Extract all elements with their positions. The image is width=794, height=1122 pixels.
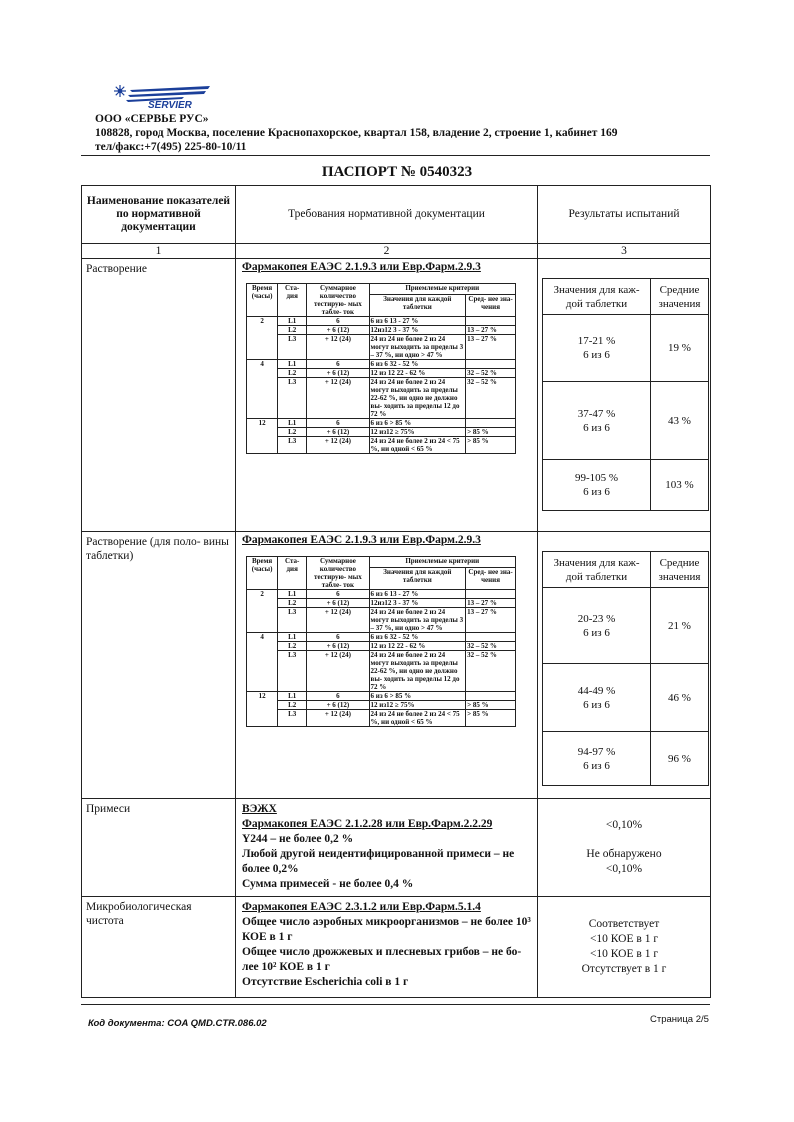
criteria-total: + 6 (12) [307, 599, 369, 608]
company-address: 108828, город Москва, поселение Краснопахорское, квартал 158, владение 2, строение 1, кабинет 169 [95, 127, 618, 139]
criteria-mean [466, 360, 516, 369]
criteria-row [247, 701, 516, 710]
criteria-total: + 12 (24) [307, 335, 369, 360]
criteria-row [247, 692, 516, 701]
criteria-row [247, 428, 516, 437]
page-number: Страница 2/5 [650, 1014, 709, 1025]
criteria-stage: L3 [278, 335, 307, 360]
dissolution-results-table [542, 278, 709, 511]
criteria-time: 4 [247, 633, 278, 692]
result-each-value: 44-49 % 6 из 6 [543, 664, 651, 732]
result-mean-value: 103 % [651, 460, 709, 511]
dissolution-results [538, 259, 711, 532]
criteria-each: 12 из 12 22 - 62 % [369, 369, 466, 378]
header-divider [81, 155, 710, 156]
criteria-row [247, 590, 516, 599]
criteria-mean: > 85 % [466, 437, 516, 454]
criteria-stage: L2 [278, 599, 307, 608]
row-microbiology [82, 897, 711, 998]
micro-result-4: Отсутствует в 1 г [581, 963, 667, 975]
result-each-value: 99-105 % 6 из 6 [543, 460, 651, 511]
crit-header-each: Значения для каждой таблетки [369, 568, 466, 590]
criteria-each: 12из12 3 - 37 % [369, 326, 466, 335]
document-title: ПАСПОРТ № 0540323 [321, 164, 473, 180]
criteria-stage: L2 [278, 701, 307, 710]
criteria-row [247, 608, 516, 633]
impurities-method: ВЭЖХ [242, 803, 277, 815]
crit-header-stage: Ста- дия [278, 557, 307, 590]
res-header-mean: Средние значения [651, 552, 709, 588]
footer-divider [81, 1004, 710, 1005]
criteria-total: + 6 (12) [307, 369, 369, 378]
criteria-each: 24 из 24 не более 2 из 24 < 75 %, ни одной < 65 % [369, 437, 466, 454]
dissolution-norm: Фармакопея ЕАЭС 2.1.9.3 или Евр.Фарм.2.9.3 [242, 261, 481, 273]
criteria-row [247, 317, 516, 326]
criteria-time: 2 [247, 317, 278, 360]
criteria-mean [466, 419, 516, 428]
crit-header-total: Суммарное количество тестирую- мых табле- ток [307, 557, 369, 590]
col-number-1: 1 [82, 244, 236, 259]
impurities-results [538, 799, 711, 897]
criteria-mean: 13 – 27 % [466, 608, 516, 633]
criteria-mean: 32 – 52 % [466, 651, 516, 692]
micro-results [538, 897, 711, 998]
passport-table [81, 185, 711, 998]
impurities-result-1: <0,10% [605, 819, 643, 831]
criteria-total: + 12 (24) [307, 437, 369, 454]
micro-requirements [236, 897, 538, 998]
impurities-result-3: <0,10% [605, 863, 643, 875]
micro-result-2: <10 КОЕ в 1 г [589, 933, 659, 945]
impurities-result-2: Не обнаружено [586, 848, 662, 860]
criteria-row [247, 633, 516, 642]
criteria-mean: > 85 % [466, 428, 516, 437]
criteria-each: 6 из 6 > 85 % [369, 419, 466, 428]
document-code: Код документа: COA QMD.CTR.086.02 [88, 1018, 267, 1029]
criteria-stage: L1 [278, 360, 307, 369]
criteria-mean: 32 – 52 % [466, 369, 516, 378]
criteria-row [247, 369, 516, 378]
micro-req-2: Общее число дрожжевых и плесневых грибов – не бо- лее 10² КОЕ в 1 г [242, 946, 522, 973]
criteria-each: 24 из 24 не более 2 из 24 могут выходить за пределы 22-62 %, ни одно не должно вы- ходить за пределы 12 до 72 % [369, 378, 466, 419]
criteria-time: 12 [247, 692, 278, 727]
criteria-row [247, 326, 516, 335]
impurities-req-2: Любой другой неидентифицированной примеси – не более 0,2% [242, 848, 515, 875]
criteria-total: 6 [307, 692, 369, 701]
impurities-norm: Фармакопея ЕАЭС 2.1.2.28 или Евр.Фарм.2.2.29 [242, 818, 493, 830]
row-dissolution-half [82, 532, 711, 799]
col-number-3: 3 [538, 244, 711, 259]
crit-header-mean: Сред- нее зна- чения [466, 568, 516, 590]
dissolution-half-criteria-table [246, 556, 516, 727]
criteria-total: + 6 (12) [307, 326, 369, 335]
header-col-2: Требования нормативной документации [236, 186, 538, 244]
column-number-row [82, 244, 711, 259]
criteria-total: 6 [307, 317, 369, 326]
criteria-each: 24 из 24 не более 2 из 24 могут выходить за пределы 3 – 37 %, ни одно > 47 % [369, 335, 466, 360]
criteria-stage: L1 [278, 419, 307, 428]
dissolution-half-label: Растворение (для поло- вины таблетки) [82, 532, 236, 799]
criteria-row [247, 651, 516, 692]
impurities-label: Примеси [82, 799, 236, 897]
criteria-each: 6 из 6 13 - 27 % [369, 590, 466, 599]
crit-header-acceptance: Приемлемые критерии [369, 557, 515, 568]
result-each-value: 17-21 % 6 из 6 [543, 315, 651, 382]
criteria-each: 6 из 6 32 - 52 % [369, 633, 466, 642]
criteria-stage: L1 [278, 692, 307, 701]
criteria-total: 6 [307, 590, 369, 599]
criteria-stage: L3 [278, 437, 307, 454]
criteria-mean: 13 – 27 % [466, 599, 516, 608]
criteria-each: 6 из 6 13 - 27 % [369, 317, 466, 326]
result-mean-value: 96 % [651, 732, 709, 786]
criteria-stage: L2 [278, 642, 307, 651]
criteria-stage: L3 [278, 608, 307, 633]
criteria-total: 6 [307, 633, 369, 642]
criteria-total: + 12 (24) [307, 710, 369, 727]
criteria-total: + 12 (24) [307, 608, 369, 633]
criteria-row [247, 710, 516, 727]
micro-req-3: Отсутствие Escherichia coli в 1 г [242, 976, 409, 988]
header-row [82, 186, 711, 244]
criteria-stage: L1 [278, 633, 307, 642]
crit-header-mean: Сред- нее зна- чения [466, 295, 516, 317]
criteria-stage: L1 [278, 590, 307, 599]
result-mean-value: 46 % [651, 664, 709, 732]
criteria-mean [466, 590, 516, 599]
company-name: ООО «СЕРВЬЕ РУС» [95, 113, 209, 125]
criteria-stage: L1 [278, 317, 307, 326]
col-number-2: 2 [236, 244, 538, 259]
criteria-each: 6 из 6 > 85 % [369, 692, 466, 701]
micro-req-1: Общее число аэробных микроорганизмов – не более 10³ КОЕ в 1 г [242, 916, 531, 943]
dissolution-half-results [538, 532, 711, 799]
criteria-total: + 12 (24) [307, 651, 369, 692]
criteria-mean: > 85 % [466, 710, 516, 727]
dissolution-label: Растворение [82, 259, 236, 532]
criteria-each: 24 из 24 не более 2 из 24 < 75 %, ни одной < 65 % [369, 710, 466, 727]
criteria-row [247, 360, 516, 369]
result-mean-value: 19 % [651, 315, 709, 382]
criteria-mean: 13 – 27 % [466, 326, 516, 335]
criteria-stage: L2 [278, 428, 307, 437]
criteria-time: 4 [247, 360, 278, 419]
criteria-time: 12 [247, 419, 278, 454]
criteria-row [247, 437, 516, 454]
company-phone: тел/факс:+7(495) 225-80-10/11 [95, 141, 247, 153]
result-each-value: 94-97 % 6 из 6 [543, 732, 651, 786]
res-header-mean: Средние значения [651, 279, 709, 315]
crit-header-stage: Ста- дия [278, 284, 307, 317]
criteria-each: 24 из 24 не более 2 из 24 могут выходить за пределы 3 – 37 %, ни одно > 47 % [369, 608, 466, 633]
criteria-total: 6 [307, 419, 369, 428]
dissolution-requirements [236, 259, 538, 532]
criteria-stage: L2 [278, 369, 307, 378]
criteria-mean: 32 – 52 % [466, 642, 516, 651]
result-mean-value: 21 % [651, 588, 709, 664]
criteria-mean [466, 633, 516, 642]
micro-label: Микробиологическая чистота [82, 897, 236, 998]
dissolution-criteria-table [246, 283, 516, 454]
micro-result-1: Соответствует [588, 918, 660, 930]
criteria-stage: L3 [278, 710, 307, 727]
crit-header-each: Значения для каждой таблетки [369, 295, 466, 317]
criteria-mean [466, 317, 516, 326]
impurities-requirements [236, 799, 538, 897]
crit-header-time: Время (часы) [247, 557, 278, 590]
criteria-stage: L2 [278, 326, 307, 335]
servier-logo [114, 82, 210, 110]
criteria-time: 2 [247, 590, 278, 633]
svg-text:SERVIER: SERVIER [148, 100, 192, 110]
criteria-mean: 32 – 52 % [466, 378, 516, 419]
res-header-each: Значения для каж- дой таблетки [543, 552, 651, 588]
result-each-value: 20-23 % 6 из 6 [543, 588, 651, 664]
criteria-stage: L3 [278, 651, 307, 692]
criteria-row [247, 335, 516, 360]
criteria-each: 12из12 3 - 37 % [369, 599, 466, 608]
criteria-each: 24 из 24 не более 2 из 24 могут выходить за пределы 22-62 %, ни одно не должно вы- ходить за пределы 12 до 72 % [369, 651, 466, 692]
dissolution-half-results-table [542, 551, 709, 786]
header-col-1: Наименование показателей по нормативной документации [82, 186, 236, 244]
criteria-row [247, 642, 516, 651]
micro-norm: Фармакопея ЕАЭС 2.3.1.2 или Евр.Фарм.5.1.4 [242, 901, 481, 913]
dissolution-half-requirements [236, 532, 538, 799]
criteria-total: 6 [307, 360, 369, 369]
criteria-row [247, 378, 516, 419]
crit-header-acceptance: Приемлемые критерии [369, 284, 515, 295]
criteria-total: + 12 (24) [307, 378, 369, 419]
header-col-3: Результаты испытаний [538, 186, 711, 244]
res-header-each: Значения для каж- дой таблетки [543, 279, 651, 315]
row-dissolution [82, 259, 711, 532]
criteria-each: 12 из12 ≥ 75% [369, 428, 466, 437]
criteria-mean [466, 692, 516, 701]
crit-header-time: Время (часы) [247, 284, 278, 317]
dissolution-half-norm: Фармакопея ЕАЭС 2.1.9.3 или Евр.Фарм.2.9.3 [242, 534, 481, 546]
impurities-req-3: Сумма примесей - не более 0,4 % [242, 878, 414, 890]
criteria-row [247, 599, 516, 608]
row-impurities [82, 799, 711, 897]
criteria-each: 12 из 12 22 - 62 % [369, 642, 466, 651]
criteria-mean: 13 – 27 % [466, 335, 516, 360]
criteria-each: 12 из12 ≥ 75% [369, 701, 466, 710]
impurities-req-1: Y244 – не более 0,2 % [242, 833, 354, 845]
result-each-value: 37-47 % 6 из 6 [543, 382, 651, 460]
criteria-row [247, 419, 516, 428]
criteria-total: + 6 (12) [307, 642, 369, 651]
result-mean-value: 43 % [651, 382, 709, 460]
criteria-total: + 6 (12) [307, 701, 369, 710]
micro-result-3: <10 КОЕ в 1 г [589, 948, 659, 960]
crit-header-total: Суммарное количество тестирую- мых табле- ток [307, 284, 369, 317]
criteria-stage: L3 [278, 378, 307, 419]
criteria-total: + 6 (12) [307, 428, 369, 437]
criteria-each: 6 из 6 32 - 52 % [369, 360, 466, 369]
criteria-mean: > 85 % [466, 701, 516, 710]
